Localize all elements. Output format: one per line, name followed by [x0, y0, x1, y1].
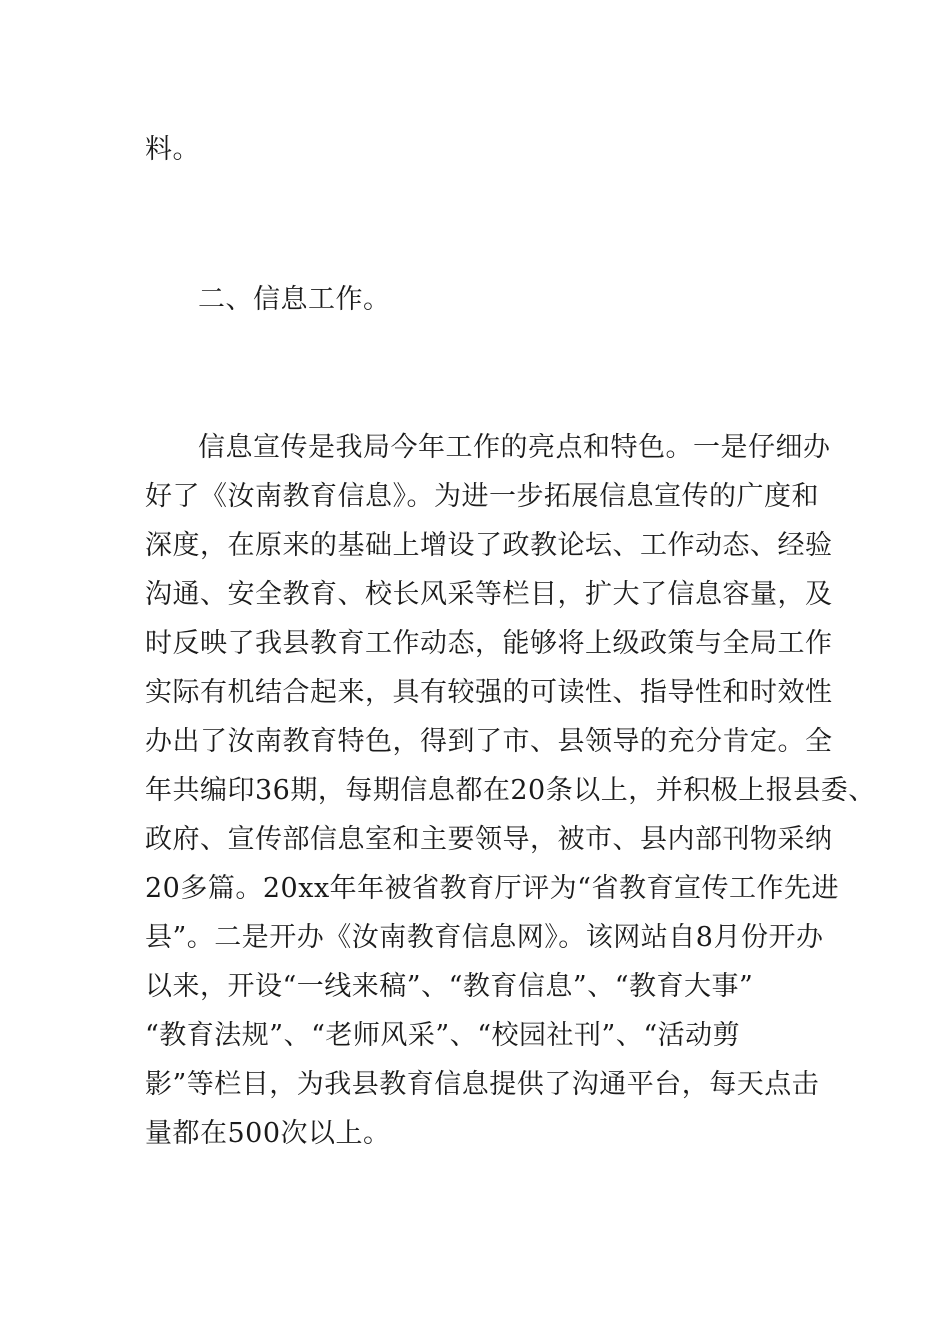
paragraph-line: 时反映了我县教育工作动态，能够将上级政策与全局工作 [145, 628, 833, 659]
paragraph-line: 以来，开设“一线来稿”、“教育信息”、“教育大事” [145, 971, 754, 1002]
paragraph-line: 深度，在原来的基础上增设了政教论坛、工作动态、经验 [145, 530, 833, 561]
fragment-line: 料。 [145, 134, 200, 165]
paragraph-line: 政府、宣传部信息室和主要领导，被市、县内部刊物采纳 [145, 824, 833, 855]
paragraph-line: “教育法规”、“老师风采”、“校园社刊”、“活动剪 [145, 1020, 741, 1051]
paragraph-line: 年共编印36期，每期信息都在20条以上，并积极上报县委、 [145, 775, 876, 806]
paragraph-line: 20多篇。20xx年年被省教育厅评为“省教育宣传工作先进 [145, 873, 839, 904]
paragraph-line: 影”等栏目，为我县教育信息提供了沟通平台，每天点击 [145, 1069, 820, 1100]
paragraph-line: 量都在500次以上。 [145, 1118, 391, 1149]
paragraph-line: 实际有机结合起来，具有较强的可读性、指导性和时效性 [145, 677, 833, 708]
section-heading: 二、信息工作。 [198, 284, 391, 315]
paragraph-line: 沟通、安全教育、校长风采等栏目，扩大了信息容量，及 [145, 579, 833, 610]
paragraph-line: 办出了汝南教育特色，得到了市、县领导的充分肯定。全 [145, 726, 833, 757]
paragraph-line: 信息宣传是我局今年工作的亮点和特色。一是仔细办 [198, 432, 831, 463]
paragraph-line: 好了《汝南教育信息》。为进一步拓展信息宣传的广度和 [145, 481, 819, 512]
paragraph-line: 县”。二是开办《汝南教育信息网》。该网站自8月份开办 [145, 922, 824, 953]
